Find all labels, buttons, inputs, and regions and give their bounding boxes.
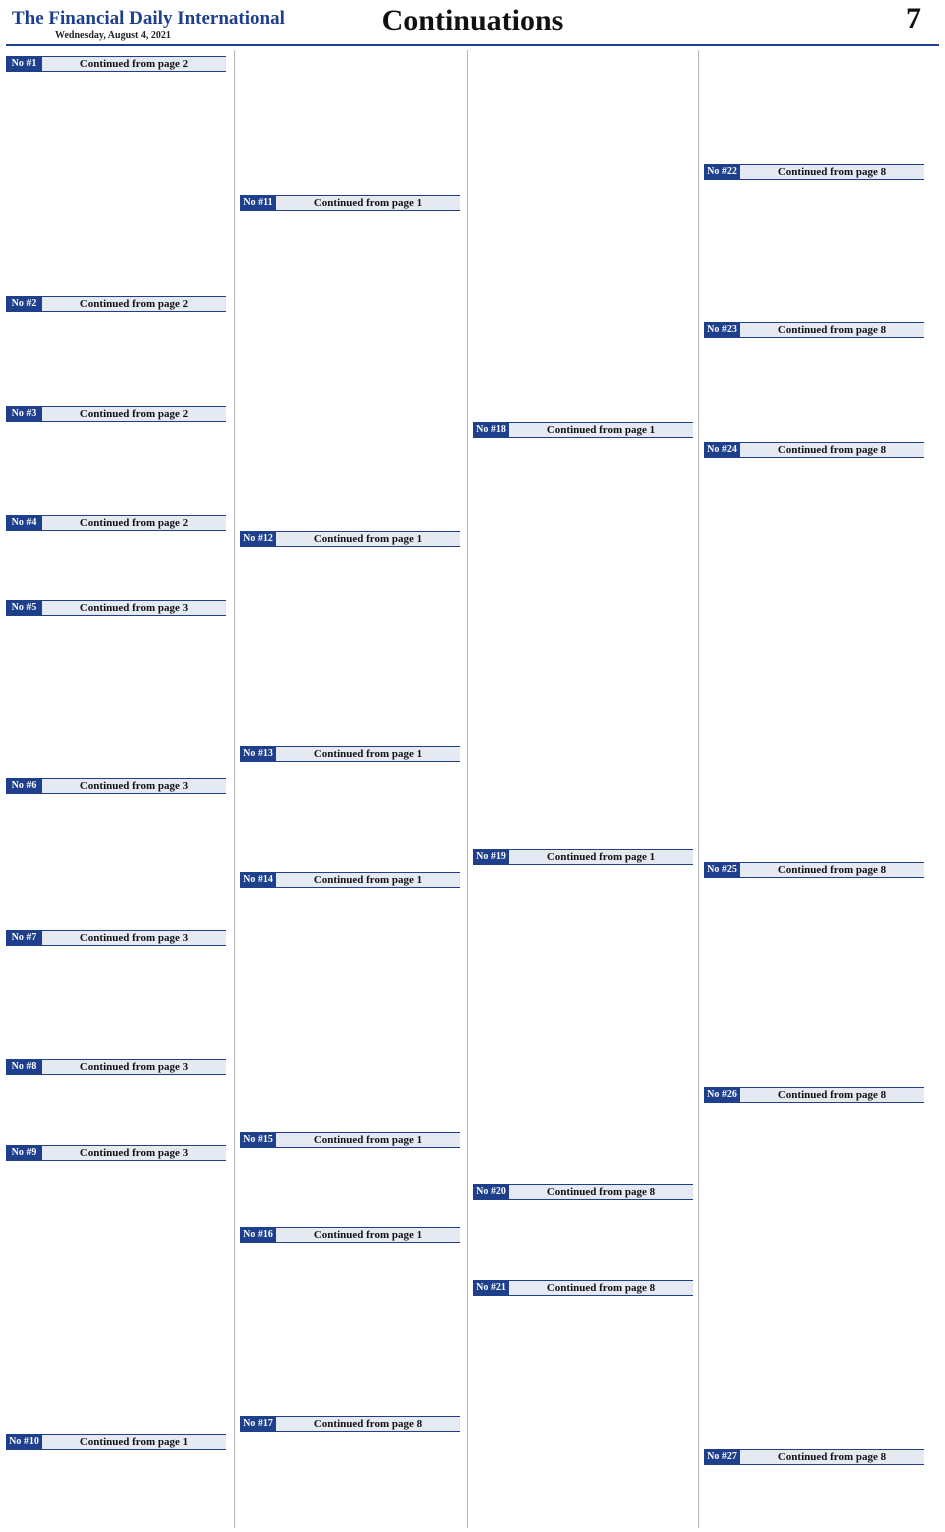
continued-label: Continued from page 8 — [777, 444, 887, 456]
section-header — [704, 1449, 924, 1465]
section-header — [6, 1145, 226, 1161]
section-header — [473, 1280, 693, 1296]
section-number: No #4 — [6, 516, 42, 530]
section-header — [6, 778, 226, 794]
continued-label: Continued from page 1 — [313, 748, 423, 760]
section-number: No #12 — [240, 532, 276, 546]
continued-label: Continued from page 1 — [546, 424, 656, 436]
column-2 — [240, 50, 460, 1528]
section-number: No #2 — [6, 297, 42, 311]
section-header — [704, 1087, 924, 1103]
continued-label: Continued from page 1 — [79, 1436, 189, 1448]
continued-label: Continued from page 2 — [79, 298, 189, 310]
section-header — [473, 849, 693, 865]
section-number: No #16 — [240, 1228, 276, 1242]
continued-label: Continued from page 8 — [777, 166, 887, 178]
section-header — [240, 1227, 460, 1243]
continued-label: Continued from page 1 — [313, 533, 423, 545]
section-header — [240, 1416, 460, 1432]
section-header — [240, 195, 460, 211]
continued-label: Continued from page 8 — [546, 1186, 656, 1198]
continued-label: Continued from page 8 — [777, 1451, 887, 1463]
continued-label: Continued from page 3 — [79, 780, 189, 792]
continued-label: Continued from page 2 — [79, 408, 189, 420]
continued-label: Continued from page 1 — [313, 874, 423, 886]
section-header — [240, 746, 460, 762]
section-number: No #25 — [704, 863, 740, 877]
section-header — [6, 1434, 226, 1450]
column-divider — [467, 50, 468, 1528]
continued-label: Continued from page 3 — [79, 932, 189, 944]
section-number: No #13 — [240, 747, 276, 761]
section-header — [704, 322, 924, 338]
section-number: No #23 — [704, 323, 740, 337]
continued-label: Continued from page 1 — [313, 1229, 423, 1241]
page-number: 7 — [906, 2, 921, 35]
section-number: No #6 — [6, 779, 42, 793]
section-number: No #17 — [240, 1417, 276, 1431]
continued-label: Continued from page 3 — [79, 1147, 189, 1159]
continued-label: Continued from page 3 — [79, 1061, 189, 1073]
column-divider — [234, 50, 235, 1528]
section-number: No #5 — [6, 601, 42, 615]
section-header — [240, 872, 460, 888]
section-header — [704, 164, 924, 180]
section-number: No #15 — [240, 1133, 276, 1147]
continued-label: Continued from page 8 — [546, 1282, 656, 1294]
section-number: No #10 — [6, 1435, 42, 1449]
section-number: No #27 — [704, 1450, 740, 1464]
continued-label: Continued from page 8 — [313, 1418, 423, 1430]
masthead-rule — [6, 44, 939, 46]
section-header — [6, 406, 226, 422]
column-1 — [6, 50, 226, 1528]
section-number: No #21 — [473, 1281, 509, 1295]
section-header — [473, 422, 693, 438]
publication-date: Wednesday, August 4, 2021 — [55, 30, 171, 41]
section-number: No #9 — [6, 1146, 42, 1160]
masthead — [0, 0, 945, 44]
section-header — [240, 531, 460, 547]
column-3 — [473, 50, 693, 1528]
columns — [6, 50, 939, 1528]
continued-label: Continued from page 1 — [313, 1134, 423, 1146]
section-header — [704, 442, 924, 458]
section-header — [6, 930, 226, 946]
column-divider — [698, 50, 699, 1528]
section-number: No #1 — [6, 57, 42, 71]
section-header — [6, 1059, 226, 1075]
section-number: No #3 — [6, 407, 42, 421]
section-header — [6, 296, 226, 312]
continued-label: Continued from page 1 — [313, 197, 423, 209]
section-number: No #18 — [473, 423, 509, 437]
section-number: No #22 — [704, 165, 740, 179]
column-4 — [704, 50, 924, 1528]
continued-label: Continued from page 3 — [79, 602, 189, 614]
continued-label: Continued from page 8 — [777, 864, 887, 876]
continued-label: Continued from page 1 — [546, 851, 656, 863]
section-number: No #26 — [704, 1088, 740, 1102]
continued-label: Continued from page 2 — [79, 58, 189, 70]
section-number: No #11 — [240, 196, 276, 210]
paper-name: The Financial Daily International — [12, 8, 285, 29]
section-header — [240, 1132, 460, 1148]
continued-label: Continued from page 2 — [79, 517, 189, 529]
continued-label: Continued from page 8 — [777, 324, 887, 336]
section-number: No #8 — [6, 1060, 42, 1074]
section-header — [6, 515, 226, 531]
continued-label: Continued from page 8 — [777, 1089, 887, 1101]
section-number: No #20 — [473, 1185, 509, 1199]
section-header — [704, 862, 924, 878]
section-header — [473, 1184, 693, 1200]
page-title: Continuations — [381, 4, 564, 37]
section-number: No #19 — [473, 850, 509, 864]
section-header — [6, 56, 226, 72]
section-number: No #7 — [6, 931, 42, 945]
section-number: No #24 — [704, 443, 740, 457]
section-header — [6, 600, 226, 616]
section-number: No #14 — [240, 873, 276, 887]
